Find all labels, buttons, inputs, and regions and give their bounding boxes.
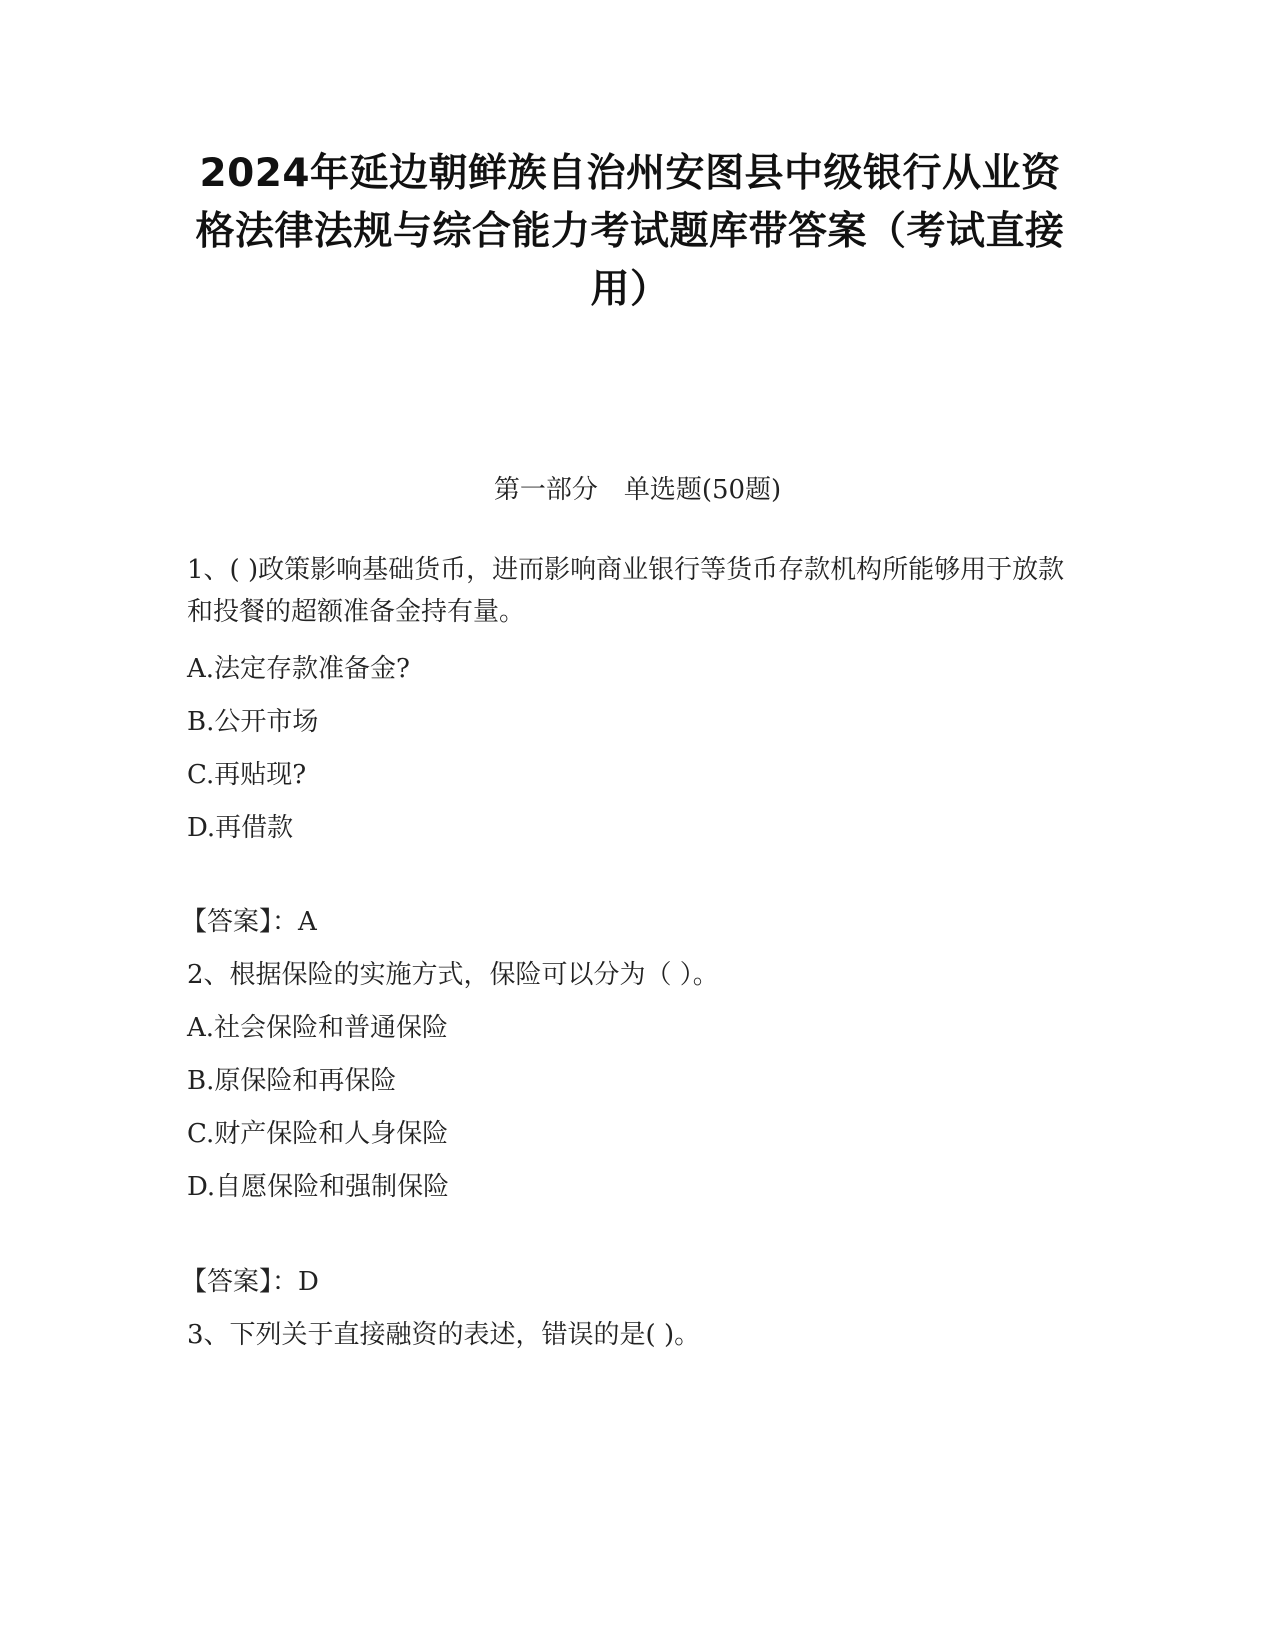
question-1-answer: 【答案】：A: [181, 907, 317, 937]
question-1-option-a: A.法定存款准备金?: [187, 654, 410, 684]
question-2-stem: 2、根据保险的实施方式，保险可以分为（ ）。: [187, 960, 719, 990]
question-1-option-d: D.再借款: [187, 813, 294, 843]
question-2-option-a: A.社会保险和普通保险: [187, 1013, 449, 1043]
question-2-option-c: C.财产保险和人身保险: [187, 1119, 449, 1149]
question-3-stem: 3、下列关于直接融资的表述，错误的是( )。: [187, 1320, 701, 1350]
question-1-option-b: B.公开市场: [187, 707, 319, 737]
section-heading: 第一部分 单选题(50题): [493, 475, 782, 505]
document-title: 2024年延边朝鲜族自治州安图县中级银行从业资格法律法规与综合能力考试题库带答案（考试直接用）: [195, 151, 1065, 312]
question-1-option-c: C.再贴现?: [187, 760, 307, 790]
question-2-option-b: B.原保险和再保险: [187, 1066, 397, 1096]
question-2-answer: 【答案】：D: [181, 1267, 319, 1297]
question-2-option-d: D.自愿保险和强制保险: [187, 1172, 450, 1202]
question-1-stem: 1、( )政策影响基础货币，进而影响商业银行等货币存款机构所能够用于放款和投餐的超额准备金持有量。: [187, 555, 1065, 627]
